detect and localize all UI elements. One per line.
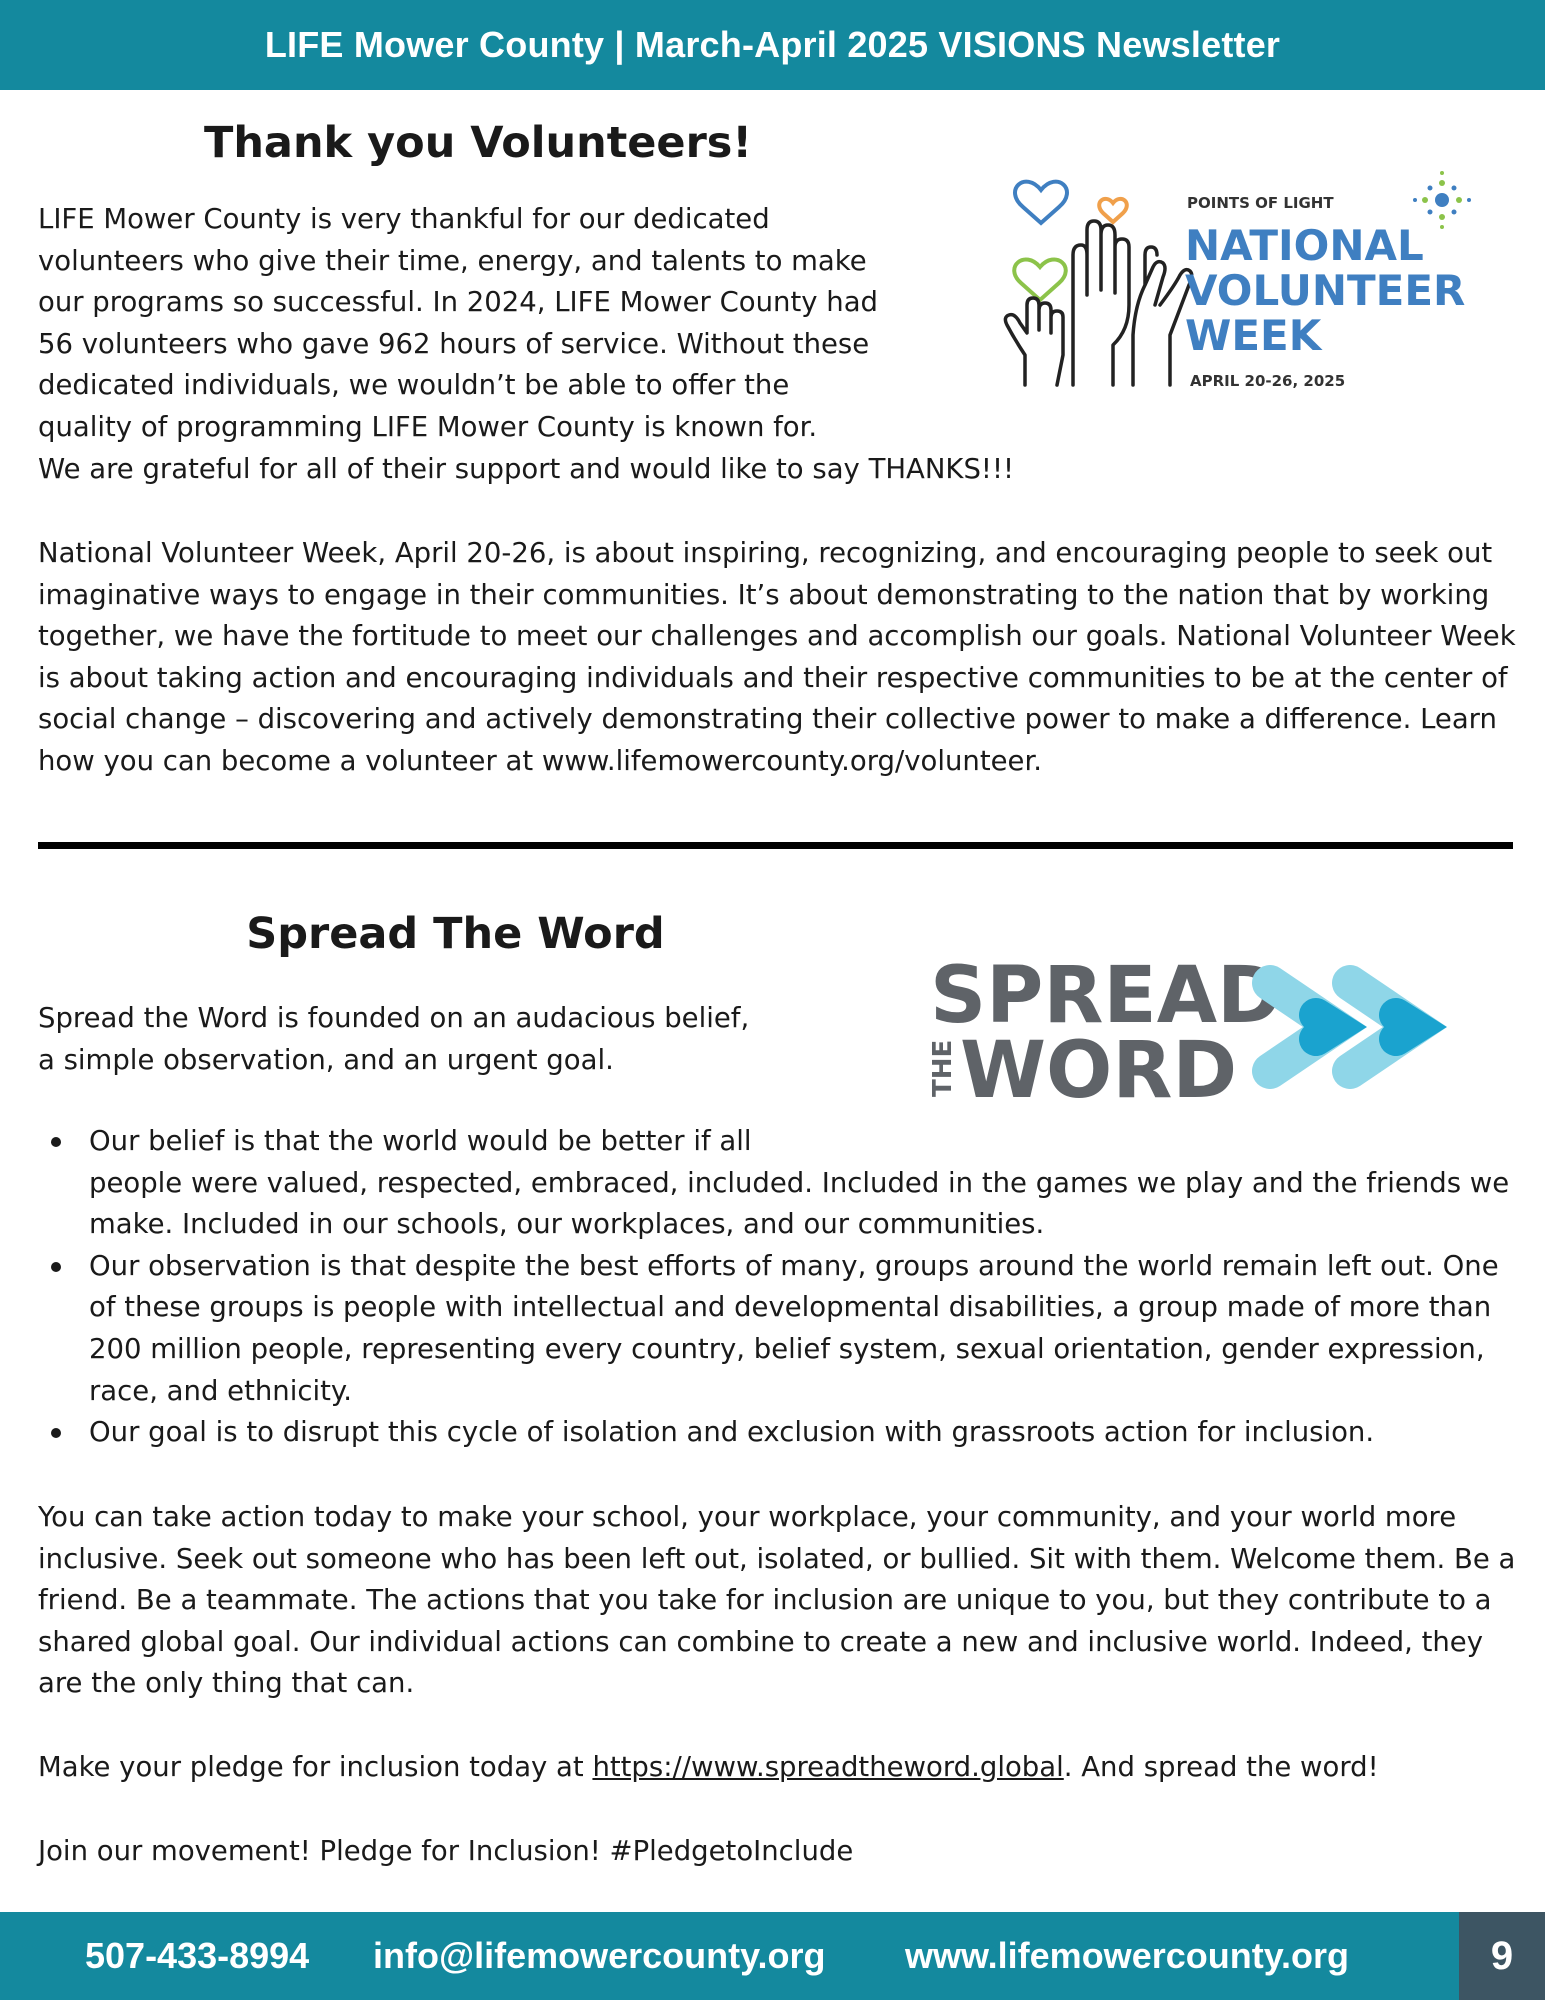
volunteers-line: dedicated individuals, we wouldn’t be able to offer the [38, 369, 790, 402]
volunteers-intro [38, 199, 1138, 490]
logo-week-text: WEEK [1185, 311, 1322, 360]
volunteers-line: LIFE Mower County is very thankful for our dedicated [38, 203, 770, 235]
footer-website[interactable]: www.lifemowercounty.org [905, 1935, 1350, 1976]
spreadtheword-link[interactable]: https://www.spreadtheword.global [592, 1751, 1064, 1783]
pledge-line [38, 1747, 1523, 1789]
volunteers-line: volunteers who give their time, energy, and talents to make [38, 244, 867, 277]
spread-intro-line: a simple observation, and an urgent goal. [38, 1043, 614, 1076]
volunteer-week-paragraph: National Volunteer Week, April 20-26, is about inspiring, recognizing, and encouraging people to seek out imaginative ways to engage in their communities. It’s about demonstrating to the nation that by working together, we have the fortitude to meet our challenges and accomplish our goals. National Volunteer Week is about taking action and encouraging individuals and their respective communities to be at the center of social change – discovering and actively demonstrating their collective power to make a difference. Learn how you can become a volunteer at www.lifemowercounty.org/volunteer. [38, 537, 1516, 777]
newsletter-title: LIFE Mower County | March-April 2025 VISIONS Newsletter [264, 24, 1281, 65]
logo-word-text: WORD [960, 1026, 1238, 1105]
bullet-first-line: Our belief is that the world would be better if all [89, 1125, 752, 1157]
logo-volunteer-text: VOLUNTEER [1185, 266, 1466, 315]
double-chevron-icon [1270, 983, 1415, 1071]
volunteers-line: We are grateful for all of their support and would like to say THANKS!!! [38, 452, 1014, 485]
list-item: Our goal is to disrupt this cycle of isolation and exclusion with grassroots action for inclusion. [38, 1412, 1523, 1454]
spread-paragraph: You can take action today to make your school, your workplace, your community, and your world more inclusive. Seek out someone who has been left out, isolated, or bullied. Sit with them. Welcome them. Be a friend. Be a teammate. The actions that you take for inclusion are unique to you, but they contribute to a shared global goal. Our individual actions can combine to create a new and inclusive world. Indeed, they are the only thing that can. [38, 1501, 1516, 1700]
national-volunteer-week-logo [995, 155, 1475, 400]
footer-email[interactable]: info@lifemowercounty.org [373, 1935, 826, 1976]
spread-the-word-logo [930, 955, 1470, 1105]
volunteers-line: quality of programming LIFE Mower County is known for. [38, 410, 818, 443]
volunteers-heading: Thank you Volunteers! [203, 118, 753, 168]
list-item [38, 1121, 1523, 1246]
spread-bullet-list [38, 1121, 1523, 1454]
header-bar [0, 0, 1545, 90]
logo-the-text: THE [930, 1039, 958, 1097]
list-item: Our observation is that despite the best efforts of many, groups around the world remain left out. One of these groups is people with intellectual and developmental disabilities, a group made of more than 200 million people, representing every country, belief system, sexual orientation, gender expression, race, and ethnicity. [38, 1246, 1523, 1412]
logo-dates-text: APRIL 20-26, 2025 [1190, 372, 1346, 390]
page-number: 9 [1459, 1912, 1545, 2000]
pledge-text-after: . And spread the word! [1063, 1751, 1379, 1783]
join-line: Join our movement! Pledge for Inclusion! #PledgetoInclude [38, 1835, 854, 1867]
volunteers-line: 56 volunteers who gave 962 hours of service. Without these [38, 327, 870, 360]
volunteers-line: our programs so successful. In 2024, LIFE Mower County had [38, 286, 878, 319]
footer-phone[interactable]: 507-433-8994 [85, 1935, 310, 1976]
points-of-light-text: POINTS OF LIGHT [1187, 194, 1334, 212]
spread-intro-line: Spread the Word is founded on an audacious belief, [38, 1002, 750, 1034]
pledge-text-before: Make your pledge for inclusion today at [38, 1751, 593, 1783]
spread-heading: Spread The Word [246, 909, 665, 959]
logo-national-text: NATIONAL [1185, 221, 1424, 270]
footer-bar [0, 1912, 1545, 2000]
spread-intro [38, 998, 938, 1081]
section-divider [38, 842, 1513, 849]
logo-spread-text: SPREAD [930, 955, 1282, 1041]
raised-hands-icon [995, 155, 1475, 400]
bullet-rest: people were valued, respected, embraced, included. Included in the games we play and the friends we make. Included in our schools, our workplaces, and our communities. [89, 1166, 1510, 1241]
